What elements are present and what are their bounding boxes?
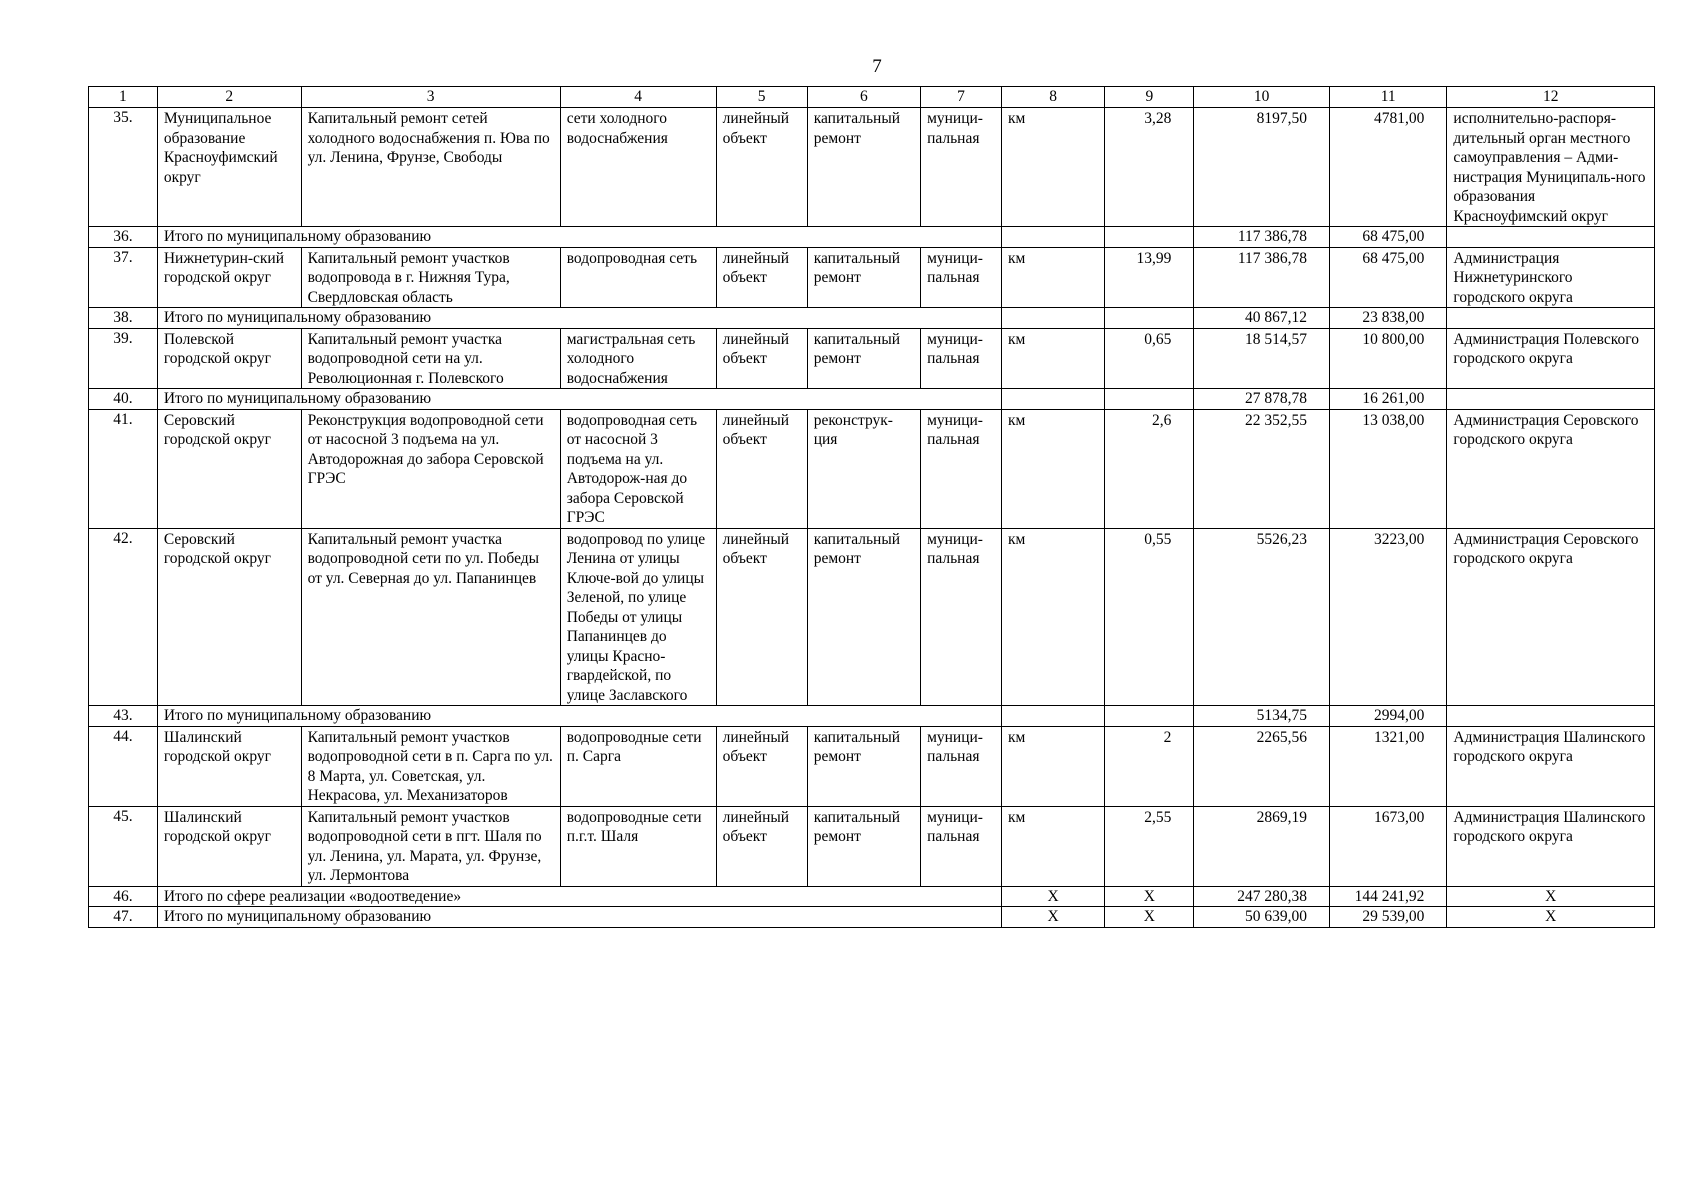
table-row — [89, 528, 1655, 706]
total-label-cell: Итого по муниципальному образованию — [157, 907, 1001, 928]
cost-total-cell: 2869,19 — [1194, 806, 1330, 886]
row-number: 45. — [89, 806, 158, 886]
cost-total-cell: 2265,56 — [1194, 726, 1330, 806]
total-label-cell: Итого по муниципальному образованию — [157, 227, 1001, 248]
total-cost-cell: 50 639,00 — [1194, 907, 1330, 928]
unit-cell: км — [1002, 328, 1105, 389]
row-number: 44. — [89, 726, 158, 806]
cost-total-cell: 117 386,78 — [1194, 247, 1330, 308]
object-type-cell: линейный объект — [716, 528, 807, 706]
capacity-cell: 3,28 — [1105, 108, 1194, 227]
object-name-cell: водопроводные сети п. Сарга — [560, 726, 716, 806]
cost-total-cell: 5526,23 — [1194, 528, 1330, 706]
object-name-cell: магистральная сеть холодного водоснабжения — [560, 328, 716, 389]
unit-cell: км — [1002, 806, 1105, 886]
cost-total-cell: 18 514,57 — [1194, 328, 1330, 389]
column-number: 3 — [301, 87, 560, 108]
column-number: 10 — [1194, 87, 1330, 108]
total-col12-cell — [1447, 308, 1655, 329]
object-name-cell: водопроводная сеть — [560, 247, 716, 308]
capacity-cell: 13,99 — [1105, 247, 1194, 308]
table-row — [89, 328, 1655, 389]
column-number: 6 — [807, 87, 920, 108]
work-description-cell: Капитальный ремонт участков водопроводной сети в п. Сарга по ул. 8 Марта, ул. Советская, ул. Некрасова, ул. Механизаторов — [301, 726, 560, 806]
total-col9-cell — [1105, 227, 1194, 248]
column-number: 9 — [1105, 87, 1194, 108]
ownership-cell: муници-пальная — [921, 108, 1002, 227]
unit-cell: км — [1002, 108, 1105, 227]
total-col8-cell — [1002, 308, 1105, 329]
work-kind-cell: капитальный ремонт — [807, 108, 920, 227]
table-row — [89, 806, 1655, 886]
total-budget-cell: 68 475,00 — [1330, 227, 1447, 248]
unit-cell: км — [1002, 726, 1105, 806]
total-budget-cell: 29 539,00 — [1330, 907, 1447, 928]
total-row — [89, 227, 1655, 248]
row-number: 47. — [89, 907, 158, 928]
column-number: 4 — [560, 87, 716, 108]
total-col9-cell: X — [1105, 886, 1194, 907]
municipality-cell: Муниципальное образование Красноуфимский округ — [157, 108, 301, 227]
cost-budget-cell: 13 038,00 — [1330, 409, 1447, 528]
ownership-cell: муници-пальная — [921, 806, 1002, 886]
customer-cell: Администрация Шалинского городского округа — [1447, 726, 1655, 806]
total-col8-cell — [1002, 706, 1105, 727]
municipality-cell: Полевской городской округ — [157, 328, 301, 389]
column-number: 7 — [921, 87, 1002, 108]
total-row — [89, 907, 1655, 928]
object-name-cell: водопровод по улице Ленина от улицы Ключе-вой до улицы Зеленой, по улице Победы от улицы Папанинцев до улицы Красно-гвардейской, по улице Заславского — [560, 528, 716, 706]
total-col12-cell: X — [1447, 886, 1655, 907]
total-row — [89, 886, 1655, 907]
total-col9-cell — [1105, 389, 1194, 410]
customer-cell: Администрация Серовского городского округа — [1447, 528, 1655, 706]
total-col12-cell: X — [1447, 907, 1655, 928]
total-col12-cell — [1447, 389, 1655, 410]
cost-budget-cell: 1673,00 — [1330, 806, 1447, 886]
total-budget-cell: 16 261,00 — [1330, 389, 1447, 410]
object-type-cell: линейный объект — [716, 108, 807, 227]
table-row — [89, 409, 1655, 528]
total-col8-cell — [1002, 389, 1105, 410]
column-number: 5 — [716, 87, 807, 108]
row-number: 35. — [89, 108, 158, 227]
work-description-cell: Капитальный ремонт участка водопроводной сети по ул. Победы от ул. Северная до ул. Папанинцев — [301, 528, 560, 706]
total-cost-cell: 27 878,78 — [1194, 389, 1330, 410]
total-row — [89, 389, 1655, 410]
row-number: 37. — [89, 247, 158, 308]
total-cost-cell: 117 386,78 — [1194, 227, 1330, 248]
municipality-cell: Нижнетурин-ский городской округ — [157, 247, 301, 308]
row-number: 46. — [89, 886, 158, 907]
cost-total-cell: 8197,50 — [1194, 108, 1330, 227]
row-number: 36. — [89, 227, 158, 248]
municipality-cell: Шалинский городской округ — [157, 726, 301, 806]
unit-cell: км — [1002, 247, 1105, 308]
page-number: 7 — [872, 56, 882, 77]
work-kind-cell: капитальный ремонт — [807, 726, 920, 806]
total-label-cell: Итого по муниципальному образованию — [157, 308, 1001, 329]
total-row — [89, 308, 1655, 329]
object-type-cell: линейный объект — [716, 806, 807, 886]
ownership-cell: муници-пальная — [921, 528, 1002, 706]
total-col8-cell: X — [1002, 907, 1105, 928]
total-cost-cell: 5134,75 — [1194, 706, 1330, 727]
row-number: 40. — [89, 389, 158, 410]
total-label-cell: Итого по муниципальному образованию — [157, 706, 1001, 727]
row-number: 41. — [89, 409, 158, 528]
object-type-cell: линейный объект — [716, 328, 807, 389]
total-budget-cell: 2994,00 — [1330, 706, 1447, 727]
total-label-cell: Итого по сфере реализации «водоотведение» — [157, 886, 1001, 907]
object-name-cell: водопроводные сети п.г.т. Шаля — [560, 806, 716, 886]
customer-cell: Администрация Полевского городского округа — [1447, 328, 1655, 389]
object-type-cell: линейный объект — [716, 409, 807, 528]
column-number-row — [89, 87, 1655, 108]
column-number: 8 — [1002, 87, 1105, 108]
total-cost-cell: 247 280,38 — [1194, 886, 1330, 907]
row-number: 43. — [89, 706, 158, 727]
total-col9-cell — [1105, 308, 1194, 329]
total-col9-cell: X — [1105, 907, 1194, 928]
ownership-cell: муници-пальная — [921, 409, 1002, 528]
work-kind-cell: капитальный ремонт — [807, 528, 920, 706]
cost-budget-cell: 4781,00 — [1330, 108, 1447, 227]
total-col8-cell — [1002, 227, 1105, 248]
cost-budget-cell: 10 800,00 — [1330, 328, 1447, 389]
unit-cell: км — [1002, 409, 1105, 528]
ownership-cell: муници-пальная — [921, 726, 1002, 806]
total-budget-cell: 23 838,00 — [1330, 308, 1447, 329]
work-kind-cell: реконструк-ция — [807, 409, 920, 528]
table-row — [89, 726, 1655, 806]
customer-cell: Администрация Серовского городского округа — [1447, 409, 1655, 528]
row-number: 42. — [89, 528, 158, 706]
total-col12-cell — [1447, 706, 1655, 727]
total-cost-cell: 40 867,12 — [1194, 308, 1330, 329]
unit-cell: км — [1002, 528, 1105, 706]
work-description-cell: Реконструкция водопроводной сети от насосной 3 подъема на ул. Автодорожная до забора Серовской ГРЭС — [301, 409, 560, 528]
cost-total-cell: 22 352,55 — [1194, 409, 1330, 528]
work-kind-cell: капитальный ремонт — [807, 806, 920, 886]
column-number: 12 — [1447, 87, 1655, 108]
customer-cell: Администрация Нижнетуринского городского округа — [1447, 247, 1655, 308]
work-description-cell: Капитальный ремонт участков водопроводной сети в пгт. Шаля по ул. Ленина, ул. Марата, ул. Фрунзе, ул. Лермонтова — [301, 806, 560, 886]
row-number: 38. — [89, 308, 158, 329]
table-row — [89, 108, 1655, 227]
investment-projects-table — [88, 86, 1655, 928]
column-number: 2 — [157, 87, 301, 108]
work-description-cell: Капитальный ремонт участков водопровода в г. Нижняя Тура, Свердловская область — [301, 247, 560, 308]
capacity-cell: 2,6 — [1105, 409, 1194, 528]
object-name-cell: водопроводная сеть от насосной 3 подъема на ул. Автодорож-ная до забора Серовской ГРЭС — [560, 409, 716, 528]
ownership-cell: муници-пальная — [921, 328, 1002, 389]
table-row — [89, 247, 1655, 308]
total-row — [89, 706, 1655, 727]
cost-budget-cell: 68 475,00 — [1330, 247, 1447, 308]
cost-budget-cell: 3223,00 — [1330, 528, 1447, 706]
municipality-cell: Серовский городской округ — [157, 409, 301, 528]
column-number: 11 — [1330, 87, 1447, 108]
capacity-cell: 0,55 — [1105, 528, 1194, 706]
total-col9-cell — [1105, 706, 1194, 727]
object-type-cell: линейный объект — [716, 726, 807, 806]
row-number: 39. — [89, 328, 158, 389]
work-description-cell: Капитальный ремонт участка водопроводной сети на ул. Революционная г. Полевского — [301, 328, 560, 389]
work-kind-cell: капитальный ремонт — [807, 328, 920, 389]
total-budget-cell: 144 241,92 — [1330, 886, 1447, 907]
customer-cell: исполнительно-распоря-дительный орган местного самоуправления – Адми-нистрация Муниципаль-ного образования Красноуфимский округ — [1447, 108, 1655, 227]
capacity-cell: 2 — [1105, 726, 1194, 806]
municipality-cell: Серовский городской округ — [157, 528, 301, 706]
capacity-cell: 2,55 — [1105, 806, 1194, 886]
municipality-cell: Шалинский городской округ — [157, 806, 301, 886]
total-col8-cell: X — [1002, 886, 1105, 907]
ownership-cell: муници-пальная — [921, 247, 1002, 308]
total-col12-cell — [1447, 227, 1655, 248]
capacity-cell: 0,65 — [1105, 328, 1194, 389]
customer-cell: Администрация Шалинского городского округа — [1447, 806, 1655, 886]
object-name-cell: сети холодного водоснабжения — [560, 108, 716, 227]
column-number: 1 — [89, 87, 158, 108]
work-description-cell: Капитальный ремонт сетей холодного водоснабжения п. Юва по ул. Ленина, Фрунзе, Свободы — [301, 108, 560, 227]
total-label-cell: Итого по муниципальному образованию — [157, 389, 1001, 410]
work-kind-cell: капитальный ремонт — [807, 247, 920, 308]
cost-budget-cell: 1321,00 — [1330, 726, 1447, 806]
object-type-cell: линейный объект — [716, 247, 807, 308]
